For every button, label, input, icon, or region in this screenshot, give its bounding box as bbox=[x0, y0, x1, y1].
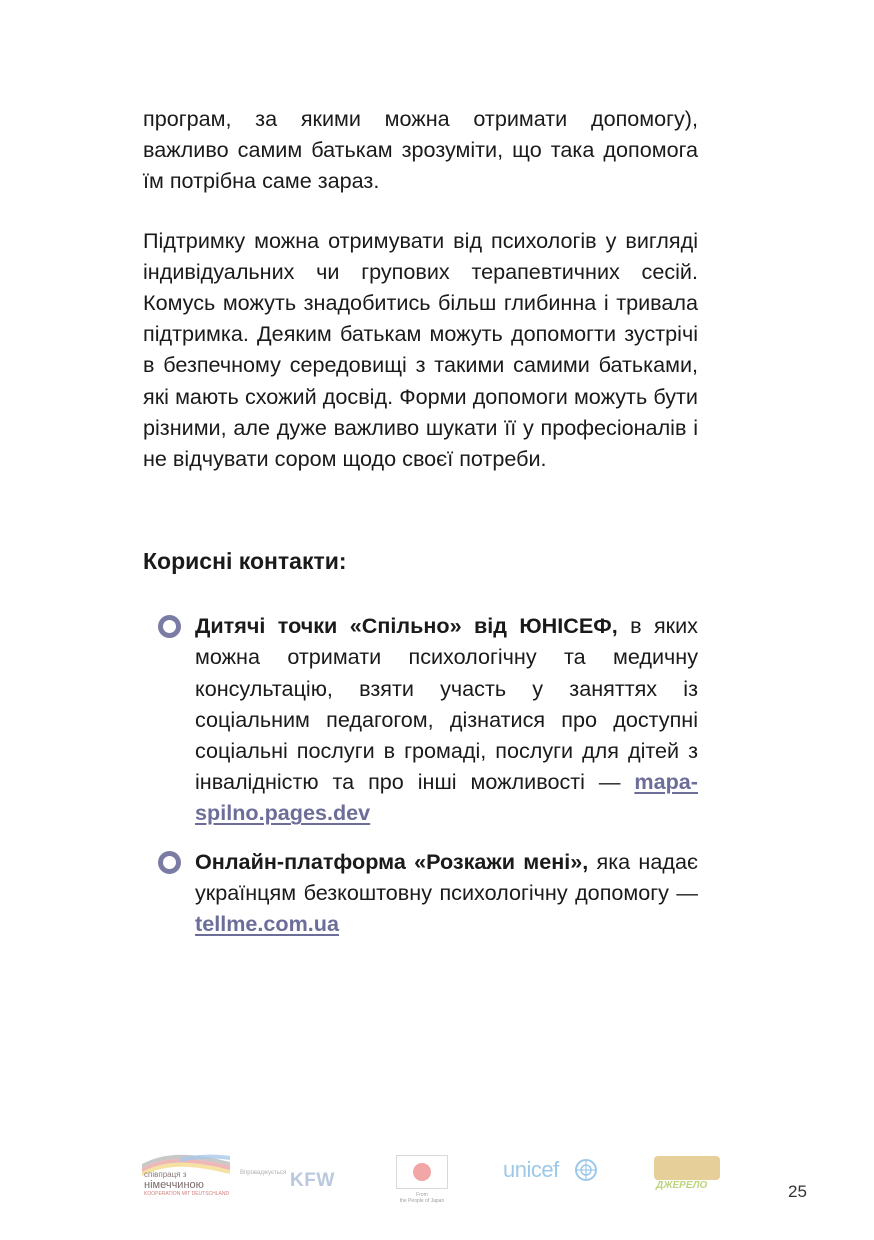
footer-logos bbox=[0, 1140, 874, 1220]
unicef-globe-icon bbox=[574, 1158, 598, 1182]
dzherelo-logo-text: ДЖЕРЕЛО bbox=[656, 1180, 708, 1191]
contact-item-tellme bbox=[143, 846, 698, 940]
dzherelo-logo bbox=[652, 1156, 722, 1196]
germany-logo-line1: співпраця з bbox=[144, 1170, 187, 1179]
japan-flag-icon bbox=[396, 1155, 448, 1189]
contact-name: Дитячі точки «Спільно» від ЮНІСЕФ, bbox=[195, 613, 618, 639]
tellme-link[interactable]: tellme.com.ua bbox=[195, 911, 340, 937]
paragraph: Підтримку можна отримувати від психологів у вигляді індивідуальних чи групових терапевтичних сесій. Комусь можуть знадобитись більш глибинна і тривала підтримка. Деяким батькам можуть допомогти зустрічі в безпечному середовищі з такими самими батьками, які мають схожий досвід. Форми допомоги можуть бути різними, але дуже важливо шукати її у професіоналів і не відчувати сором щодо своєї потреби. bbox=[143, 227, 698, 472]
contacts-list bbox=[143, 610, 698, 939]
spilno-link[interactable]: mapa-spilno.pages.dev bbox=[195, 769, 698, 826]
unicef-logo: unicef bbox=[503, 1157, 559, 1182]
bullet-circle-icon bbox=[158, 851, 181, 874]
section-title: Корисні контакти: bbox=[143, 548, 347, 575]
germany-cooperation-logo bbox=[140, 1152, 232, 1204]
germany-logo-line3: KOOPERATION MIT DEUTSCHLAND bbox=[144, 1191, 230, 1197]
japan-logo-line2: the People of Japan bbox=[399, 1198, 445, 1204]
page-content bbox=[143, 103, 698, 939]
japan-logo-line1: From bbox=[416, 1192, 428, 1198]
kfw-logo: KFW bbox=[290, 1170, 335, 1191]
contact-name: Онлайн-платформа «Розкажи мені», bbox=[195, 848, 589, 874]
paragraph: програм, за якими можна отримати допомогу), важливо самим батькам зрозуміти, що така допомога їм потрібна саме зараз. bbox=[143, 106, 698, 194]
contact-description: в яких можна отримати психологічну та медичну консультацію, взяти участь у заняттях із соціальним педагогом, дізнатися про доступні соціальні послуги в громаді, послуги для дітей з інвалідністю та про інші можливості — bbox=[195, 613, 698, 795]
germany-logo-line2: німеччиною bbox=[144, 1179, 204, 1191]
contact-description: яка надає українцям безкоштовну психологічну допомогу — bbox=[195, 848, 698, 905]
bullet-circle-icon bbox=[158, 615, 181, 638]
dzherelo-figures-icon bbox=[654, 1156, 720, 1180]
contact-item-spilno bbox=[143, 610, 698, 828]
page-number: 25 bbox=[788, 1182, 807, 1201]
japan-logo bbox=[392, 1155, 452, 1204]
implemented-by-label: Впроваджується bbox=[240, 1170, 287, 1176]
